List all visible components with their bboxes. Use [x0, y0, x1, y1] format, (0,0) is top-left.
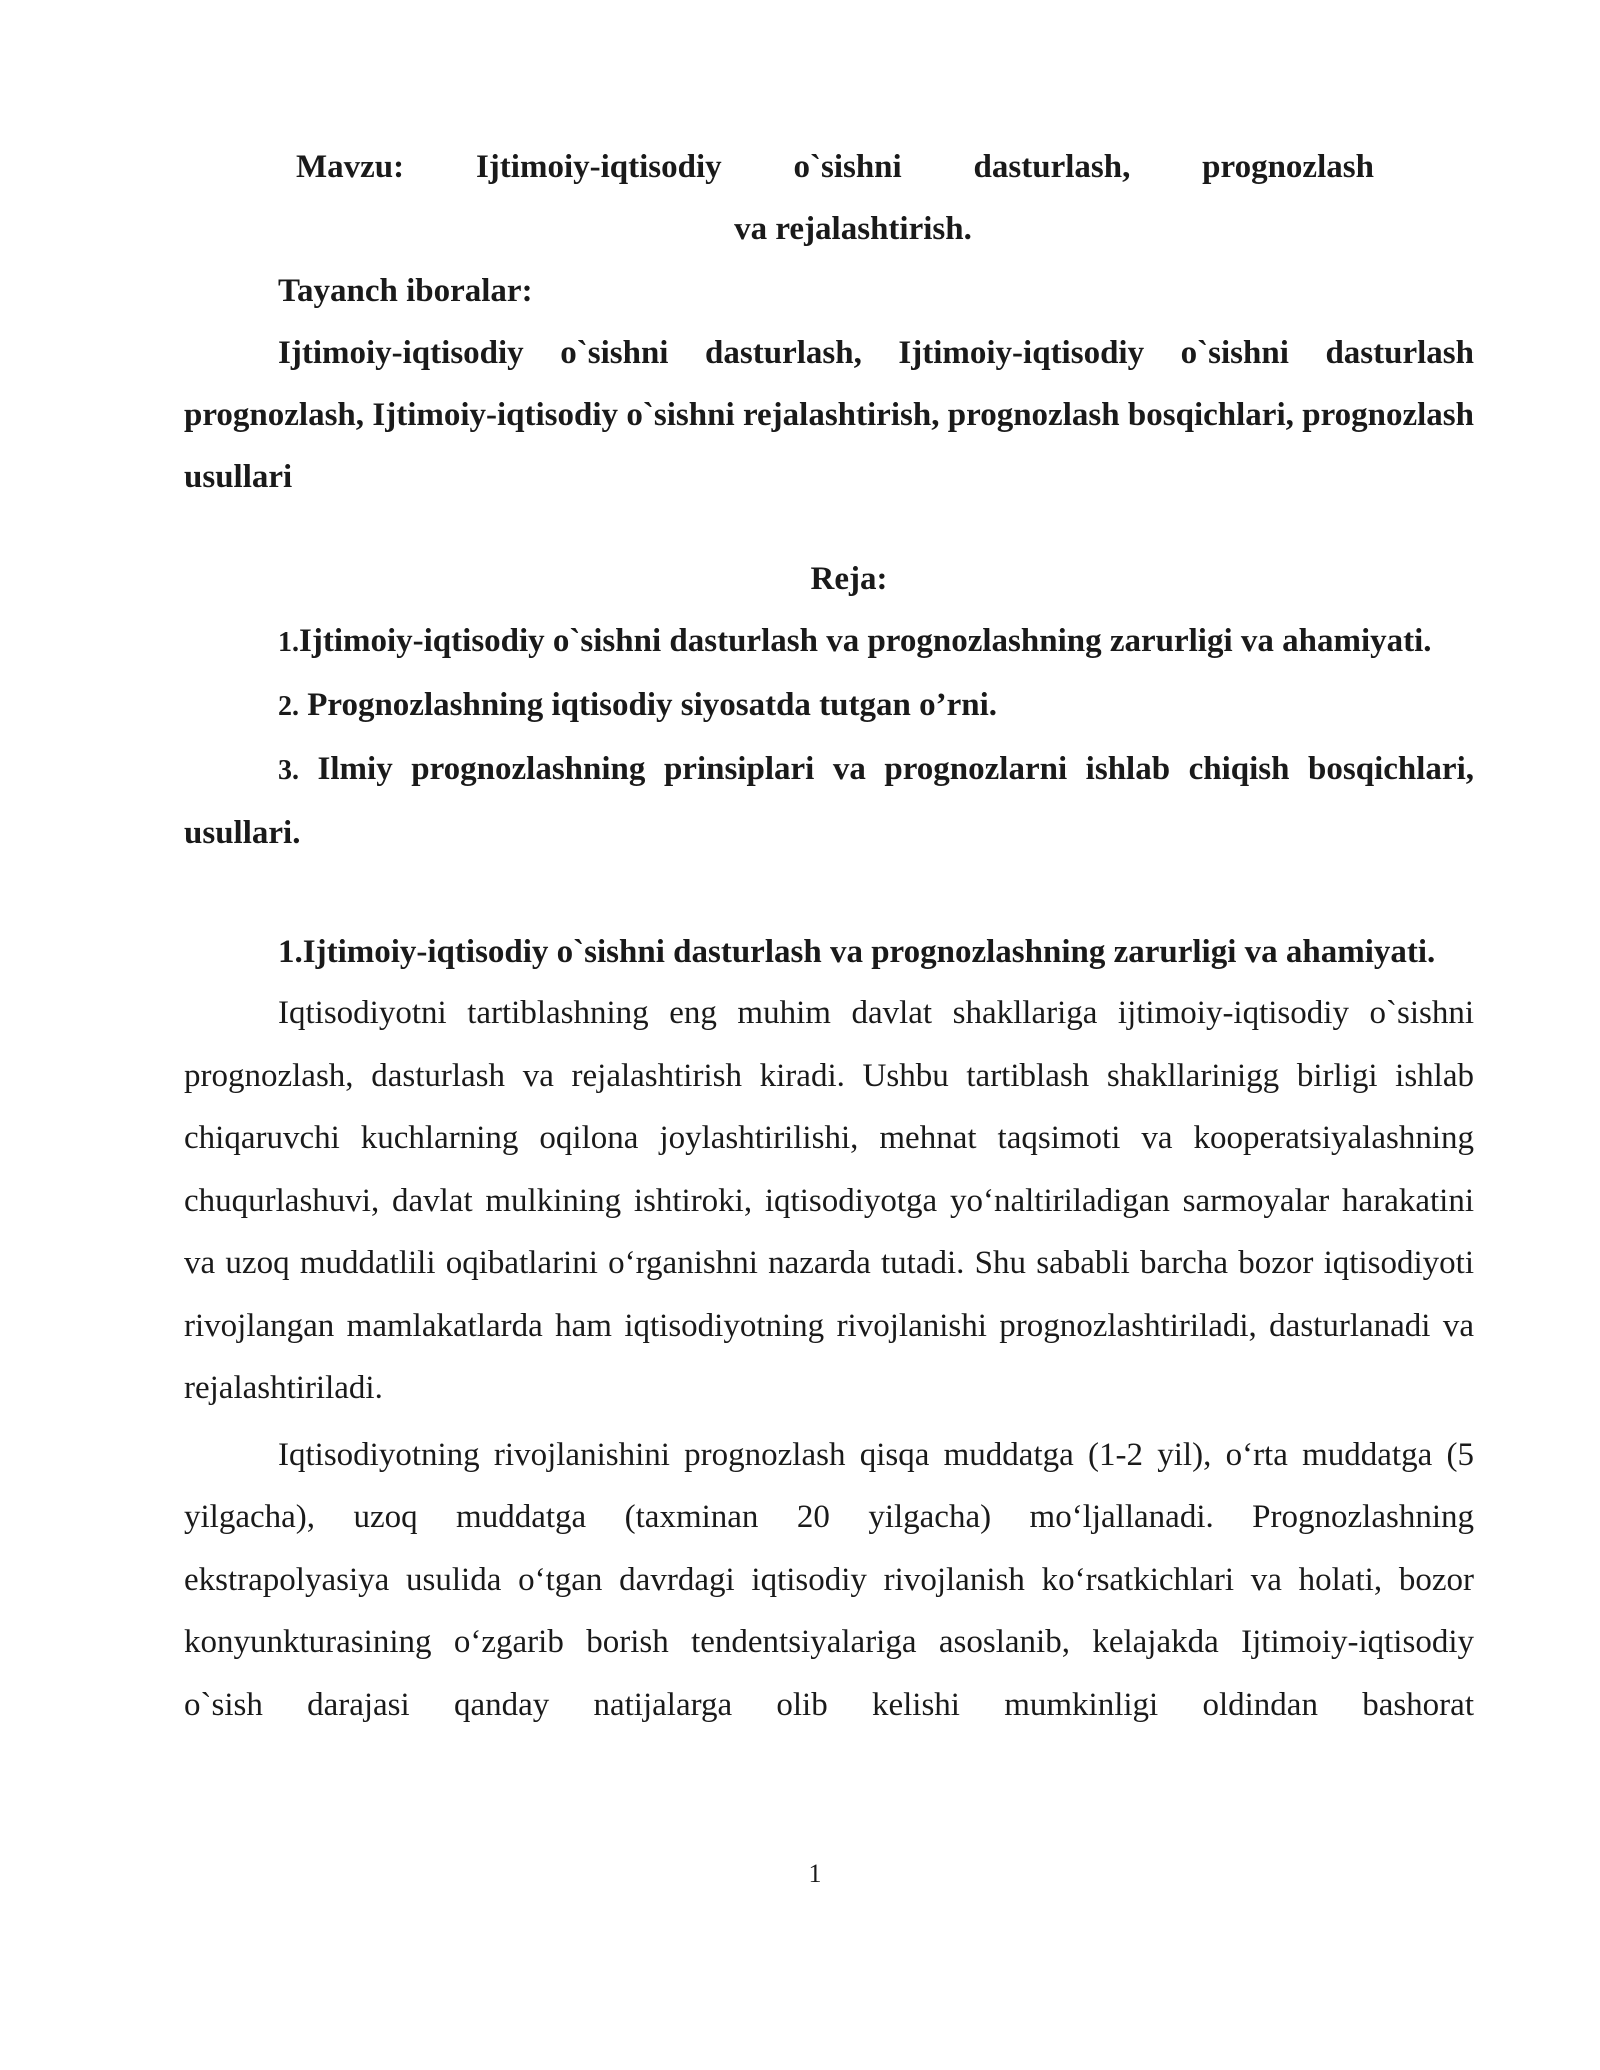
body-paragraph: Iqtisodiyotning rivojlanishini prognozlash qisqa muddatga (1-2 yil), o‘rta muddatga (5 yilgacha), uzoq muddatga (taxminan 20 yilgacha) mo‘ljallanadi. Prognozlashning ekstrapolyasiya usulida o‘tgan davrdagi iqtisodiy rivojlanish ko‘rsatkichlari va holati, bozor konyunkturasining o‘zgarib borish tendentsiyalariga asoslanib, kelajakda Ijtimoiy-iqtisodiy o`sish darajasi qanday natijalarga olib kelishi mumkinligi oldindan bashorat — [184, 1436, 1474, 1723]
title-word: dasturlash, — [973, 149, 1131, 185]
page-content — [184, 136, 1474, 1736]
plan-item-text: Prognozlashning iqtisodiy siyosatda tutgan o’rni. — [299, 687, 998, 723]
plan-item-text: Ilmiy prognozlashning prinsiplari va prognozlarni ishlab chiqish bosqichlari, usullari. — [184, 751, 1474, 851]
keywords-heading: Tayanch iboralar: — [278, 273, 533, 309]
body-paragraph: Iqtisodiyotni tartiblashning eng muhim davlat shakllariga ijtimoiy-iqtisodiy o`sishni prognozlash, dasturlash va rejalashtirish kiradi. Ushbu tartiblash shakllarinigg birligi ishlab chiqaruvchi kuchlarning oqilona joylashtirilishi, mehnat taqsimoti va kooperatsiyalashning chuqurlashuvi, davlat mulkining ishtiroki, iqtisodiyotga yo‘naltiriladigan sarmoyalar harakatini va uzoq muddatlili oqibatlarini o‘rganishni nazarda tutadi. Shu sababli barcha bozor iqtisodiyoti rivojlangan mamlakatlarda ham iqtisodiyotning rivojlanishi prognozlashtiriladi, dasturlanadi va rejalashtiriladi. — [184, 995, 1474, 1406]
plan-item-number: 3. — [278, 755, 299, 786]
plan-item-text: Ijtimoiy-iqtisodiy o`sishni dasturlash va prognozlashning zarurligi va ahamiyati. — [299, 623, 1432, 659]
title-word: prognozlash — [1202, 149, 1374, 185]
plan-item-1 — [184, 610, 1474, 674]
document-title-continuation: va rejalashtirish. — [734, 211, 972, 247]
page-number: 1 — [808, 1859, 822, 1888]
plan-item-2 — [184, 674, 1474, 738]
title-word: Mavzu: — [296, 149, 405, 185]
plan-heading: Reja: — [810, 561, 888, 597]
plan-item-3 — [184, 738, 1474, 864]
plan-item-number: 1. — [278, 627, 299, 658]
title-word: Ijtimoiy-iqtisodiy — [475, 149, 722, 185]
section-heading: 1.Ijtimoiy-iqtisodiy o`sishni dasturlash va prognozlashning zarurligi va ahamiyati. — [278, 934, 1436, 970]
keywords-text: Ijtimoiy-iqtisodiy o`sishni dasturlash, Ijtimoiy-iqtisodiy o`sishni dasturlash prognozlash, Ijtimoiy-iqtisodiy o`sishni rejalashtirish, prognozlash bosqichlari, prognozlash usullari — [184, 335, 1474, 495]
document-title — [184, 136, 1474, 198]
plan-item-number: 2. — [278, 691, 299, 722]
title-word: o`sishni — [793, 149, 902, 185]
